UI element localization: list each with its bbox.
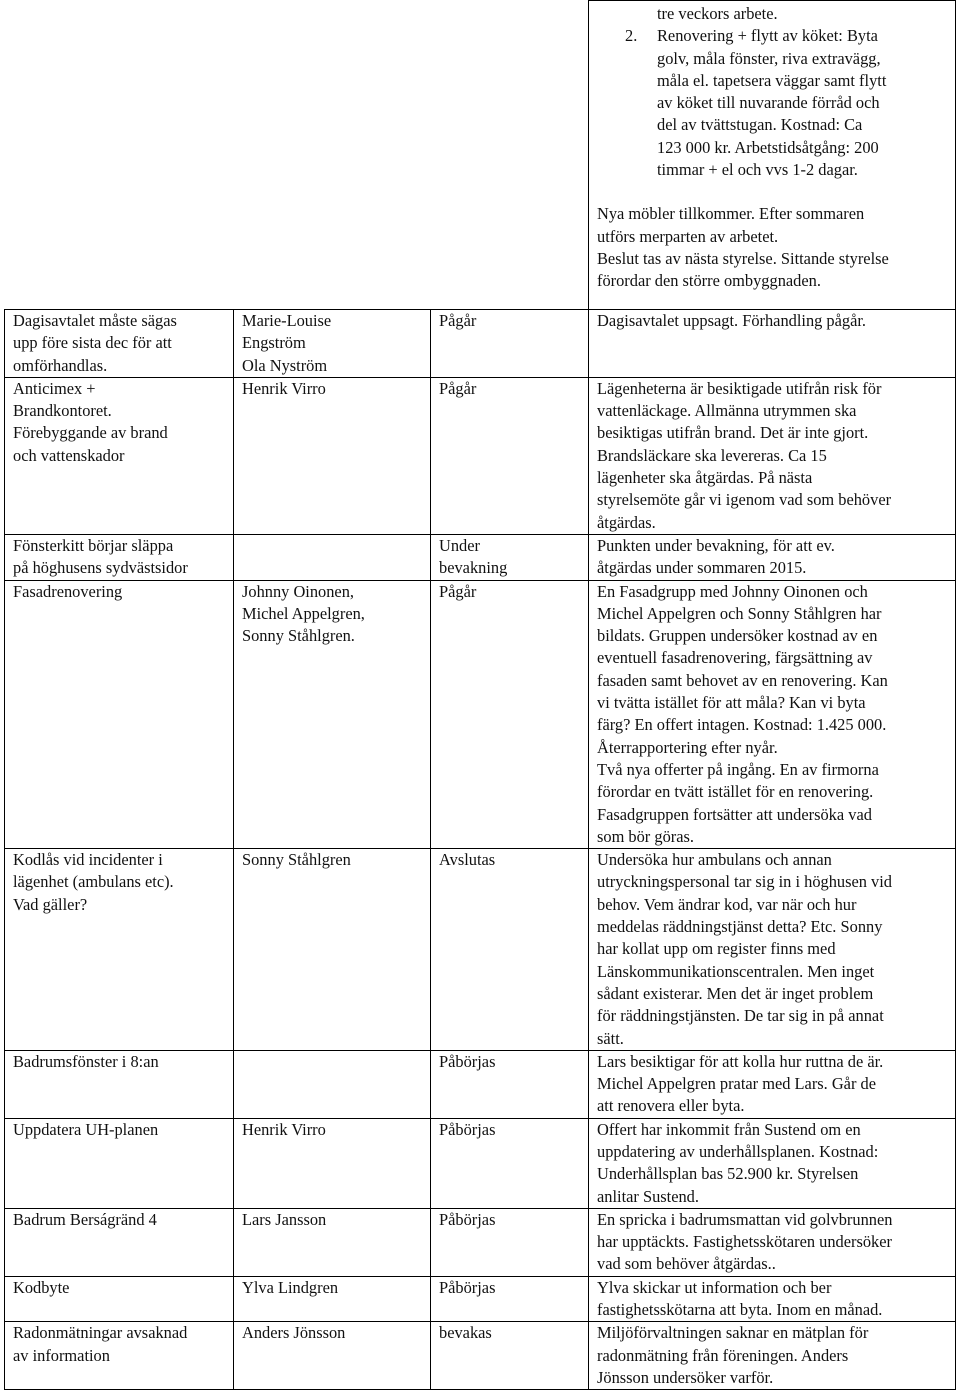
status-cell: Pågår — [431, 580, 589, 849]
responsible-cell: Johnny Oinonen, Michel Appelgren, Sonny Ståhlgren. — [234, 580, 431, 849]
item1-tail: tre veckors arbete. — [657, 4, 778, 23]
carryover-paragraph: Nya möbler tillkommer. Efter sommaren utförs merparten av arbetet. Beslut tas av nästa styrelse. Sittande styrelse förordar den större ombyggnaden. — [597, 204, 889, 291]
status-cell: Pågår — [431, 310, 589, 378]
issue-cell: Kodbyte — [5, 1276, 234, 1322]
issue-cell: Badrumsfönster i 8:an — [5, 1050, 234, 1118]
responsible-cell: Ylva Lindgren — [234, 1276, 431, 1322]
table-row — [5, 580, 956, 849]
issue-cell: Fasadrenovering — [5, 580, 234, 849]
responsible-cell — [234, 1050, 431, 1118]
issue-cell: Dagisavtalet måste sägas upp före sista dec för att omförhandlas. — [5, 310, 234, 378]
carryover-list — [589, 3, 947, 181]
table-row — [5, 1118, 956, 1208]
notes-cell: Dagisavtalet uppsagt. Förhandling pågår. — [589, 310, 956, 378]
carryover-row — [5, 1, 956, 310]
table-row — [5, 1208, 956, 1276]
notes-cell: Punkten under bevakning, för att ev. åtgärdas under sommaren 2015. — [589, 534, 956, 580]
table-row — [5, 534, 956, 580]
issue-cell: Fönsterkitt börjar släppa på höghusens sydvästsidor — [5, 534, 234, 580]
issue-cell: Uppdatera UH-planen — [5, 1118, 234, 1208]
table-row — [5, 1276, 956, 1322]
responsible-cell — [234, 534, 431, 580]
responsible-cell: Lars Jansson — [234, 1208, 431, 1276]
status-cell: bevakas — [431, 1322, 589, 1390]
issue-cell: Badrum Berságränd 4 — [5, 1208, 234, 1276]
responsible-cell: Sonny Ståhlgren — [234, 849, 431, 1051]
notes-cell: Ylva skickar ut information och ber fastighetsskötarna att byta. Inom en månad. — [589, 1276, 956, 1322]
status-cell: Pågår — [431, 377, 589, 534]
responsible-cell: Marie-Louise Engström Ola Nyström — [234, 310, 431, 378]
responsible-cell: Henrik Virro — [234, 1118, 431, 1208]
status-cell: Påbörjas — [431, 1050, 589, 1118]
status-cell: Under bevakning — [431, 534, 589, 580]
table-row — [5, 849, 956, 1051]
responsible-cell: Anders Jönsson — [234, 1322, 431, 1390]
list-item — [657, 3, 947, 25]
notes-cell: En spricka i badrumsmattan vid golvbrunnen har upptäckts. Fastighetsskötaren undersöker vad som behöver åtgärdas.. — [589, 1208, 956, 1276]
list-item — [625, 25, 947, 181]
notes-cell: Lägenheterna är besiktigade utifrån risk för vattenläckage. Allmänna utrymmen ska besiktigas utifrån brand. Det är inte gjort. Brandsläckare ska levereras. Ca 15 lägenheter ska åtgärdas. På nästa styrelsemöte går vi igenom vad som behöver åtgärdas. — [589, 377, 956, 534]
list-item-text: Renovering + flytt av köket: Byta golv, måla fönster, riva extravägg, måla el. tapetsera väggar samt flytt av köket till nuvarande förråd och del av tvättstugan. Kostnad: Ca 123 000 kr. Arbetstidsåtgång: 200 timmar + el och vvs 1-2 dagar. — [657, 26, 887, 180]
table-row — [5, 1322, 956, 1390]
notes-cell: Miljöförvaltningen saknar en mätplan för radonmätning från föreningen. Anders Jönsson undersöker varför. — [589, 1322, 956, 1390]
table-row — [5, 377, 956, 534]
status-cell: Påbörjas — [431, 1208, 589, 1276]
list-item-number: 2. — [625, 26, 638, 46]
table-row — [5, 1050, 956, 1118]
responsible-cell: Henrik Virro — [234, 377, 431, 534]
status-cell: Påbörjas — [431, 1118, 589, 1208]
status-cell: Avslutas — [431, 849, 589, 1051]
issue-cell: Anticimex + Brandkontoret. Förebyggande av brand och vattenskador — [5, 377, 234, 534]
notes-cell: En Fasadgrupp med Johnny Oinonen och Michel Appelgren och Sonny Ståhlgren har bildats. Gruppen undersöker kostnad av en eventuell fasadrenovering, färgsättning av fasaden samt behovet av en renovering. Kan vi tvätta istället för att måla? Kan vi byta färg? En offert intagen. Kostnad: 1.425 000. Återrapportering efter nyår. Två nya offerter på ingång. En av firmorna förordar en tvätt istället för en renovering. Fasadgruppen fortsätter att undersöka vad som bör göras. — [589, 580, 956, 849]
action-items-table — [4, 0, 956, 1390]
issue-cell: Kodlås vid incidenter i lägenhet (ambulans etc). Vad gäller? — [5, 849, 234, 1051]
status-cell: Påbörjas — [431, 1276, 589, 1322]
empty-cell — [5, 1, 589, 310]
notes-cell: Offert har inkommit från Sustend om en uppdatering av underhållsplanen. Kostnad: Underhållsplan bas 52.900 kr. Styrelsen anlitar Sustend. — [589, 1118, 956, 1208]
notes-cell: Lars besiktigar för att kolla hur ruttna de är. Michel Appelgren pratar med Lars. Går de att renovera eller byta. — [589, 1050, 956, 1118]
carryover-notes-cell — [589, 1, 956, 310]
notes-cell: Undersöka hur ambulans och annan utryckningspersonal tar sig in i höghusen vid behov. Vem ändrar kod, var när och hur meddelas räddningstjänst detta? Etc. Sonny har kollat upp om register finns med Länskommunikationscentralen. Men inget sådant existerar. Men det är inget problem för räddningstjänsten. De tar sig in på annat sätt. — [589, 849, 956, 1051]
table-row — [5, 310, 956, 378]
issue-cell: Radonmätningar avsaknad av information — [5, 1322, 234, 1390]
